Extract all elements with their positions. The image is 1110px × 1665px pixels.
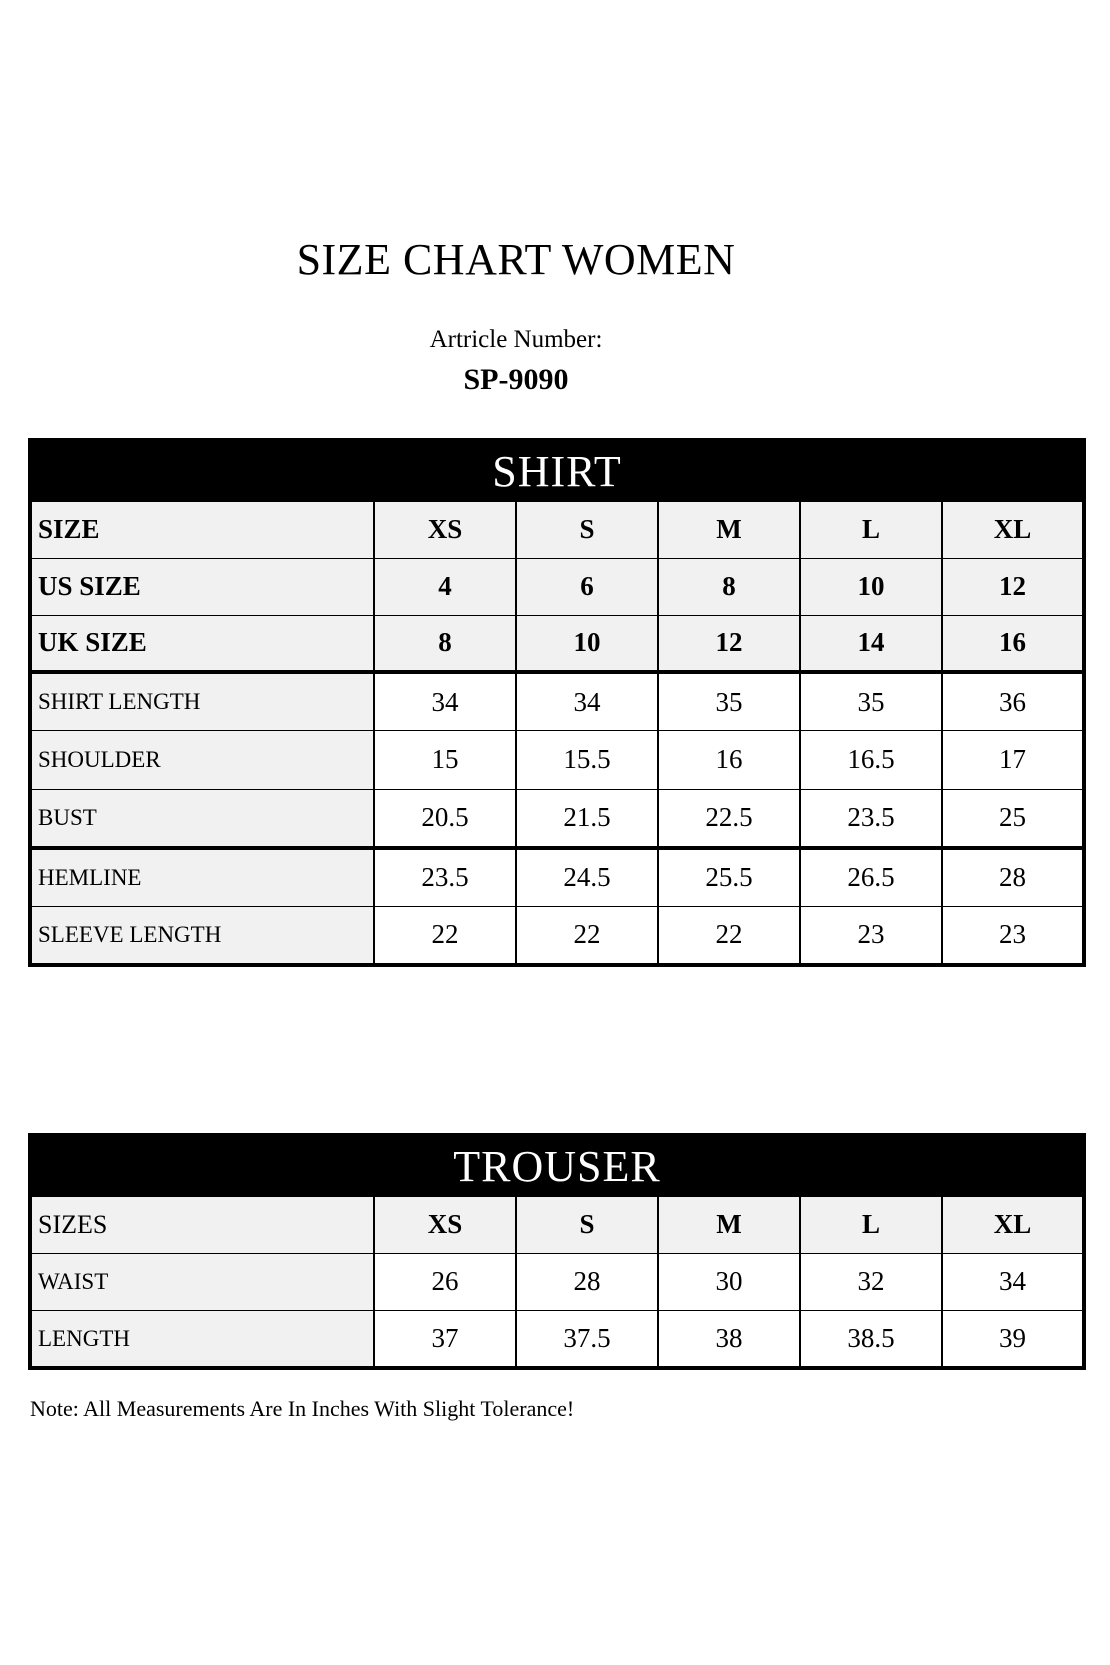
cell-value: 30 [658,1253,800,1311]
cell-value: 4 [374,558,516,615]
cell-value: M [658,1196,800,1253]
row-label: HEMLINE [30,848,374,907]
cell-value: 28 [516,1253,658,1311]
cell-value: 8 [658,558,800,615]
cell-value: 23.5 [800,789,942,848]
cell-value: 35 [800,672,942,731]
cell-value: 25 [942,789,1084,848]
shirt-table-title: SHIRT [30,440,1084,501]
cell-value: 16 [658,731,800,790]
cell-value: M [658,501,800,558]
cell-value: 23 [800,906,942,965]
cell-value: 25.5 [658,848,800,907]
cell-value: 6 [516,558,658,615]
row-label: WAIST [30,1253,374,1311]
page-title: SIZE CHART WOMEN [296,235,736,284]
shirt-size-table [28,438,1086,967]
cell-value: 24.5 [516,848,658,907]
row-label: BUST [30,789,374,848]
measurement-row [30,1311,1084,1369]
row-label: SHIRT LENGTH [30,672,374,731]
cell-value: 23.5 [374,848,516,907]
cell-value: L [800,501,942,558]
cell-value: 34 [374,672,516,731]
row-label: US SIZE [30,558,374,615]
trouser-table-body [30,1196,1084,1368]
cell-value: 23 [942,906,1084,965]
size-header-row [30,558,1084,615]
shirt-table-title-row [30,440,1084,501]
cell-value: 37.5 [516,1311,658,1369]
article-number-value: SP-9090 [463,362,569,396]
cell-value: 10 [516,615,658,672]
cell-value: 22 [516,906,658,965]
cell-value: XS [374,501,516,558]
cell-value: XL [942,1196,1084,1253]
trouser-table-title: TROUSER [30,1135,1084,1196]
row-label: LENGTH [30,1311,374,1369]
row-label: SHOULDER [30,731,374,790]
cell-value: 21.5 [516,789,658,848]
measurement-row [30,789,1084,848]
size-header-row [30,1196,1084,1253]
measurement-row [30,731,1084,790]
cell-value: XL [942,501,1084,558]
size-header-row [30,501,1084,558]
cell-value: 34 [942,1253,1084,1311]
cell-value: 35 [658,672,800,731]
measurement-row [30,1253,1084,1311]
cell-value: 8 [374,615,516,672]
heading-block [0,236,1032,396]
cell-value: S [516,1196,658,1253]
measurement-row [30,848,1084,907]
shirt-table-body [30,501,1084,965]
cell-value: 22.5 [658,789,800,848]
measurement-row [30,672,1084,731]
cell-value: 14 [800,615,942,672]
article-number-label: Artricle Number: [429,326,603,354]
cell-value: 22 [658,906,800,965]
cell-value: 38.5 [800,1311,942,1369]
cell-value: 34 [516,672,658,731]
cell-value: 20.5 [374,789,516,848]
cell-value: 10 [800,558,942,615]
row-label: SLEEVE LENGTH [30,906,374,965]
cell-value: 36 [942,672,1084,731]
cell-value: 15.5 [516,731,658,790]
cell-value: 37 [374,1311,516,1369]
measurement-row [30,906,1084,965]
cell-value: 12 [942,558,1084,615]
trouser-table-title-row [30,1135,1084,1196]
row-label: SIZES [30,1196,374,1253]
row-label: SIZE [30,501,374,558]
size-header-row [30,615,1084,672]
trouser-size-table [28,1133,1086,1370]
cell-value: 22 [374,906,516,965]
cell-value: 26.5 [800,848,942,907]
note-text: Note: All Measurements Are In Inches With Slight Tolerance! [30,1396,575,1421]
cell-value: 39 [942,1311,1084,1369]
cell-value: 26 [374,1253,516,1311]
cell-value: 17 [942,731,1084,790]
cell-value: L [800,1196,942,1253]
cell-value: 12 [658,615,800,672]
cell-value: 28 [942,848,1084,907]
cell-value: 16 [942,615,1084,672]
cell-value: 16.5 [800,731,942,790]
cell-value: S [516,501,658,558]
cell-value: 38 [658,1311,800,1369]
row-label: UK SIZE [30,615,374,672]
cell-value: 32 [800,1253,942,1311]
cell-value: XS [374,1196,516,1253]
cell-value: 15 [374,731,516,790]
